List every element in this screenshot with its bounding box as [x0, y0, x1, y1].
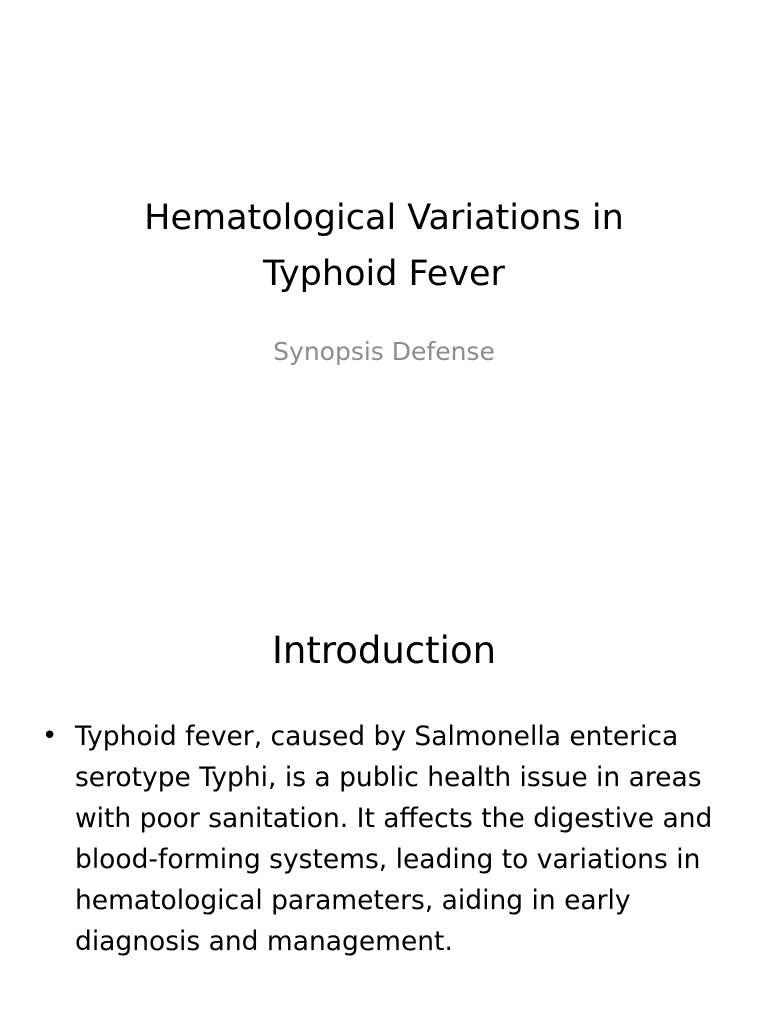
title-line-1: Hematological Variations in — [144, 198, 624, 238]
bullet-marker: • — [42, 721, 58, 751]
bullet-item — [42, 716, 732, 962]
introduction-slide — [0, 512, 768, 1024]
bullet-list — [42, 716, 732, 962]
title-line-2: Typhoid Fever — [263, 254, 505, 294]
section-title: Introduction — [271, 629, 497, 672]
slide-title — [60, 190, 708, 302]
slide-subtitle: Synopsis Defense — [273, 337, 495, 366]
slide-title-text — [60, 190, 708, 302]
bullet-text: Typhoid fever, caused by Salmonella enterica serotype Typhi, is a public health issue in areas with poor sanitation. It affects the digestive and blood-forming systems, leading to variations in hematological parameters, aiding in early diagnosis and management. — [75, 721, 713, 957]
